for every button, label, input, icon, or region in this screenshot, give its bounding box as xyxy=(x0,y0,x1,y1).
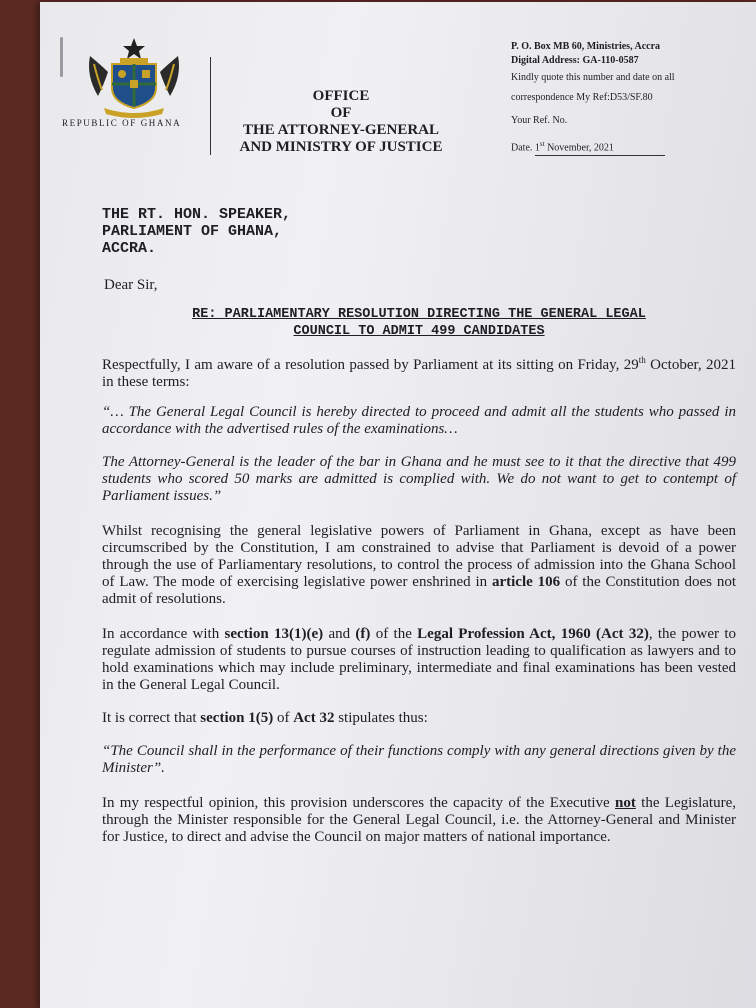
office-title xyxy=(216,88,466,156)
your-ref: Your Ref. No. xyxy=(511,115,568,126)
office-line-4: AND MINISTRY OF JUSTICE xyxy=(239,139,443,155)
paragraph-4: It is correct that section 1(5) of Act 32 stipulates thus: xyxy=(102,710,428,726)
punch-mark xyxy=(60,37,63,77)
letter-page xyxy=(40,2,756,1008)
recipient-line-2: PARLIAMENT OF GHANA, xyxy=(102,223,283,240)
digital-address: Digital Address: GA-110-0587 xyxy=(511,55,639,66)
quote-note-1: Kindly quote this number and date on all xyxy=(511,72,675,83)
subject-line: RE: PARLIAMENTARY RESOLUTION DIRECTING THE GENERAL LEGAL COUNCIL TO ADMIT 499 CANDIDATES xyxy=(192,307,646,339)
ghana-coat-of-arms-icon xyxy=(84,36,184,118)
contact-block xyxy=(511,40,751,156)
recipient-block xyxy=(102,206,736,257)
quote-1: “… The General Legal Council is hereby directed to proceed and admit all the students who passed in accordance with the advertised rules of the examinations… xyxy=(102,404,736,437)
paragraph-3: In accordance with section 13(1)(e) and (f) of the Legal Profession Act, 1960 (Act 32), the power to regulate admission of students to pursue courses of instruction leading to qualification as lawyers and to hold examinations which may include preliminary, intermediate and final examinations has been vested in the General Legal Council. xyxy=(102,626,736,693)
office-line-3: THE ATTORNEY-GENERAL xyxy=(242,122,440,138)
office-line-2: OF xyxy=(330,105,352,121)
quote-3: “The Council shall in the performance of their functions comply with any general directions given by the Minister”. xyxy=(102,743,736,776)
recipient-line-1: THE RT. HON. SPEAKER, xyxy=(102,206,292,223)
quote-2: The Attorney-General is the leader of the bar in Ghana and he must see to it that the directive that 499 students who scored 50 marks are admitted is complied with. We do not want to get to contempt of Parliament issues.” xyxy=(102,454,736,504)
quote-note-2: correspondence My Ref:D53/SF.80 xyxy=(511,92,653,103)
date-row xyxy=(511,137,751,156)
greeting: Dear Sir, xyxy=(104,277,158,293)
letterhead-divider xyxy=(210,57,211,155)
date-value: 1st November, 2021 xyxy=(535,137,665,156)
republic-label: REPUBLIC OF GHANA xyxy=(62,118,182,128)
paragraph-1: Respectfully, I am aware of a resolution passed by Parliament at its sitting on Friday, 29th October, 2021 in these terms: xyxy=(102,355,736,390)
office-line-1: OFFICE xyxy=(312,88,370,104)
date-label: Date. xyxy=(511,142,533,154)
letter-body xyxy=(102,206,736,846)
paragraph-5: In my respectful opinion, this provision underscores the capacity of the Executive not the Legislature, through the Minister responsible for the General Legal Council, i.e. the Attorney-General and Minister for Justice, to direct and advise the Council on major matters of national importance. xyxy=(102,795,736,845)
paragraph-2: Whilst recognising the general legislative powers of Parliament in Ghana, except as have been circumscribed by the Constitution, I am constrained to advise that Parliament is devoid of a power through the use of Parliamentary resolutions, to control the process of admission into the Ghana School of Law. The mode of exercising legislative power enshrined in article 106 of the Constitution does not admit of resolutions. xyxy=(102,523,736,607)
po-box: P. O. Box MB 60, Ministries, Accra xyxy=(511,41,661,52)
recipient-line-3: ACCRA. xyxy=(102,240,157,257)
